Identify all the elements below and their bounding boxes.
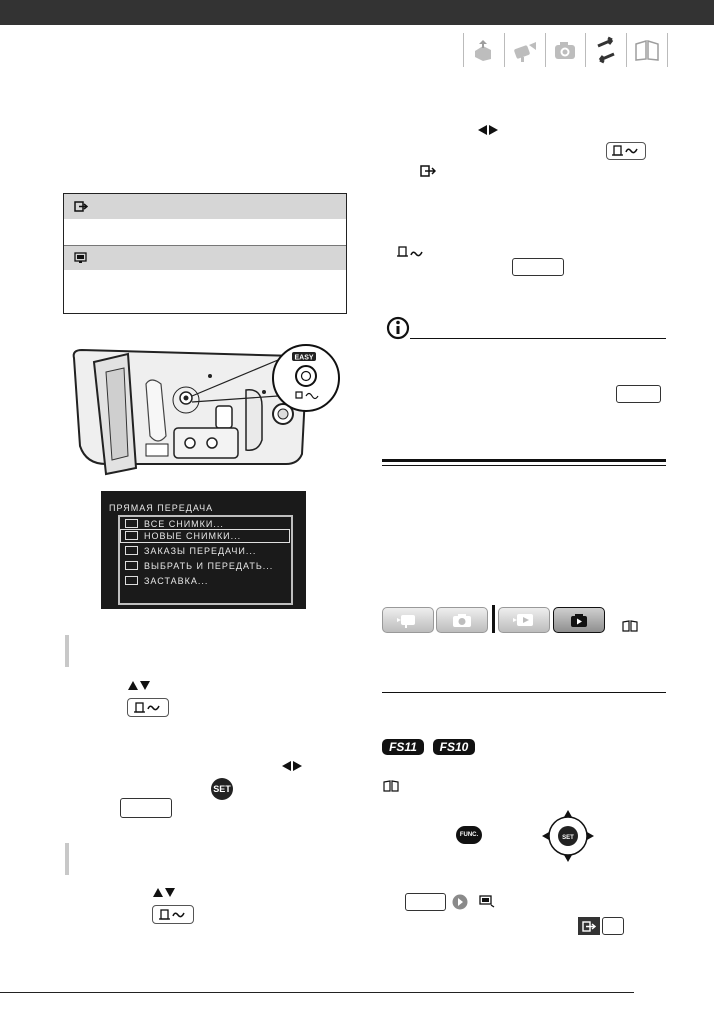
movie-camera-icon bbox=[505, 33, 546, 67]
direct-transfer-menu-screen bbox=[101, 491, 306, 609]
operating-modes bbox=[382, 607, 602, 633]
indicator-box bbox=[602, 917, 624, 935]
up-down-arrows-icon bbox=[127, 679, 151, 691]
print-share-icon bbox=[134, 702, 162, 713]
section-marker bbox=[65, 635, 69, 667]
direct-transfer-icon bbox=[74, 201, 88, 212]
transfer-orders-icon bbox=[125, 546, 138, 555]
menu-title: ПРЯМАЯ ПЕРЕДАЧА bbox=[109, 503, 214, 513]
key-button-blank[interactable] bbox=[616, 385, 661, 403]
model-badge-fs10: FS10 bbox=[433, 739, 475, 755]
movie-playback-icon bbox=[511, 612, 537, 628]
notes-rule bbox=[410, 338, 666, 339]
menu-item-screensaver: ЗАСТАВКА... bbox=[125, 576, 208, 586]
section-marker bbox=[65, 843, 69, 875]
section-rule bbox=[382, 692, 666, 693]
joystick-icon[interactable] bbox=[538, 806, 598, 866]
joystick-set-label: SET bbox=[562, 835, 574, 841]
section-rule-thick bbox=[382, 459, 666, 462]
footer-rule bbox=[0, 992, 634, 993]
book-reference-icon bbox=[383, 780, 399, 792]
photo-record-icon bbox=[450, 612, 474, 628]
camcorder-illustration bbox=[66, 336, 346, 484]
menu-item-transfer-orders: ЗАКАЗЫ ПЕРЕДАЧИ... bbox=[125, 546, 256, 556]
transfer-indicator bbox=[578, 917, 624, 935]
screensaver-icon bbox=[479, 895, 495, 909]
key-button-blank[interactable] bbox=[405, 893, 446, 911]
direct-transfer-icon bbox=[420, 165, 436, 177]
screensaver-menu-icon bbox=[125, 576, 138, 585]
print-share-button[interactable] bbox=[127, 698, 169, 717]
book-reference-icon bbox=[622, 620, 638, 632]
movie-record-mode-button bbox=[382, 607, 434, 633]
key-button-blank[interactable] bbox=[120, 798, 172, 818]
icon-table-row-direct-transfer bbox=[64, 194, 346, 219]
mode-tabs bbox=[463, 33, 668, 67]
book-icon bbox=[627, 33, 668, 67]
menu-item-select-transfer: ВЫБРАТЬ И ПЕРЕДАТЬ... bbox=[125, 561, 273, 571]
info-icon bbox=[386, 316, 410, 340]
print-share-button[interactable] bbox=[152, 905, 194, 924]
movie-playback-mode-button bbox=[498, 607, 550, 633]
direct-transfer-icon bbox=[578, 917, 600, 935]
swap-arrows-icon bbox=[586, 33, 627, 67]
header-bar bbox=[0, 0, 714, 25]
photo-playback-icon bbox=[567, 612, 591, 628]
icon-table-row-screensaver bbox=[64, 245, 346, 270]
camera-icon bbox=[546, 33, 587, 67]
next-arrow-icon bbox=[452, 894, 468, 910]
section-rule-thin bbox=[382, 465, 666, 466]
func-button[interactable]: FUNC. bbox=[456, 826, 482, 844]
print-share-icon bbox=[396, 246, 426, 259]
model-badge-fs11: FS11 bbox=[382, 739, 424, 755]
photo-playback-mode-button bbox=[553, 607, 605, 633]
set-button[interactable]: SET bbox=[211, 778, 233, 800]
movie-record-icon bbox=[395, 612, 421, 628]
new-images-icon bbox=[125, 531, 138, 540]
easy-label: EASY bbox=[294, 354, 314, 362]
photo-record-mode-button bbox=[436, 607, 488, 633]
mode-divider bbox=[492, 605, 495, 633]
transfer-icon bbox=[463, 33, 505, 67]
print-share-icon bbox=[159, 909, 187, 920]
print-share-icon bbox=[612, 145, 640, 156]
menu-item-all-images: ВСЕ СНИМКИ... bbox=[125, 519, 224, 529]
print-share-button[interactable] bbox=[606, 142, 646, 160]
key-button-blank[interactable] bbox=[512, 258, 564, 276]
left-right-arrows-icon bbox=[280, 760, 304, 772]
up-down-arrows-icon bbox=[152, 886, 176, 898]
left-right-arrows-icon bbox=[476, 124, 500, 136]
select-transfer-icon bbox=[125, 561, 138, 570]
screensaver-icon bbox=[74, 252, 87, 264]
icon-table bbox=[63, 193, 347, 314]
menu-item-new-images: НОВЫЕ СНИМКИ... bbox=[125, 531, 241, 541]
all-images-icon bbox=[125, 519, 138, 528]
